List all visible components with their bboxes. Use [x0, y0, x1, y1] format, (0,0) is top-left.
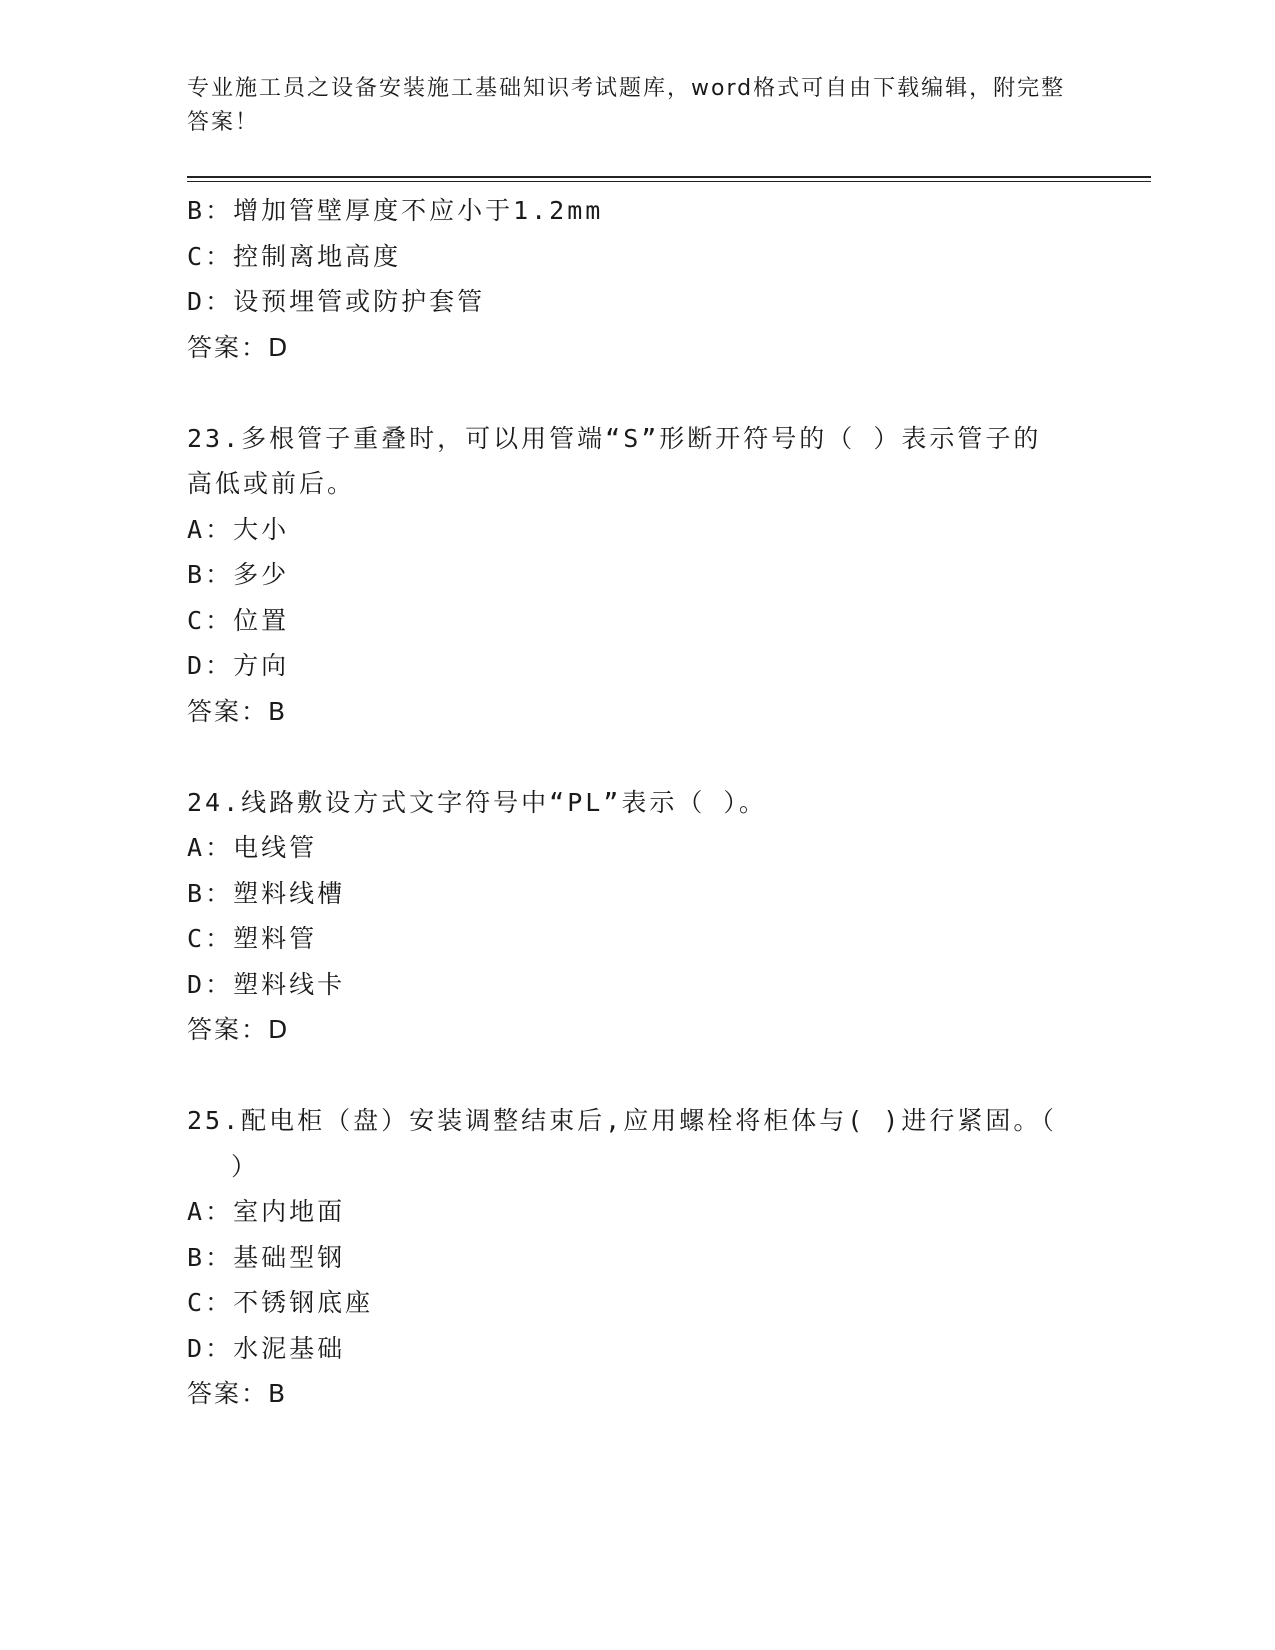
- option-a: A：电线管: [187, 833, 318, 862]
- option-d: D：设预埋管或防护套管: [187, 287, 486, 316]
- question-list: [187, 188, 1087, 1417]
- question-text-continued: 高低或前后。: [187, 469, 356, 498]
- answer: 答案：D: [187, 332, 290, 362]
- question-text: 24.线路敷设方式文字符号中“PL”表示（ ）。: [187, 787, 767, 817]
- option-c: C：塑料管: [187, 924, 318, 953]
- question-text: 25.配电柜（盘）安装调整结束后,应用螺栓将柜体与( )进行紧固。（: [187, 1106, 1057, 1135]
- question-text: 23.多根管子重叠时，可以用管端“S”形断开符号的（ ）表示管子的: [187, 423, 1042, 453]
- question-22: [187, 188, 1087, 370]
- header-divider: [187, 176, 1151, 182]
- question-24: [187, 780, 1087, 1053]
- option-a: A：大小: [187, 514, 290, 544]
- option-c: C：位置: [187, 605, 290, 635]
- option-d: D：塑料线卡: [187, 969, 346, 999]
- answer: 答案：D: [187, 1015, 290, 1044]
- header-title: 专业施工员之设备安装施工基础知识考试题库，word格式可自由下载编辑，附完整答案！: [187, 76, 1066, 135]
- document-header: [187, 72, 1067, 140]
- option-d: D：水泥基础: [187, 1333, 346, 1363]
- option-c: C：不锈钢底座: [187, 1288, 374, 1317]
- answer: 答案：B: [187, 1379, 288, 1408]
- question-25: [187, 1098, 1087, 1417]
- option-d: D：方向: [187, 651, 290, 680]
- question-text-continued: ）: [231, 1151, 260, 1181]
- option-c: C：控制离地高度: [187, 241, 402, 271]
- option-b: B：多少: [187, 560, 290, 589]
- answer: 答案：B: [187, 696, 288, 726]
- option-b: B：塑料线槽: [187, 878, 346, 908]
- question-23: [187, 416, 1087, 735]
- option-a: A：室内地面: [187, 1197, 346, 1226]
- option-b: B：增加管壁厚度不应小于1.2mm: [187, 196, 604, 225]
- option-b: B：基础型钢: [187, 1242, 346, 1272]
